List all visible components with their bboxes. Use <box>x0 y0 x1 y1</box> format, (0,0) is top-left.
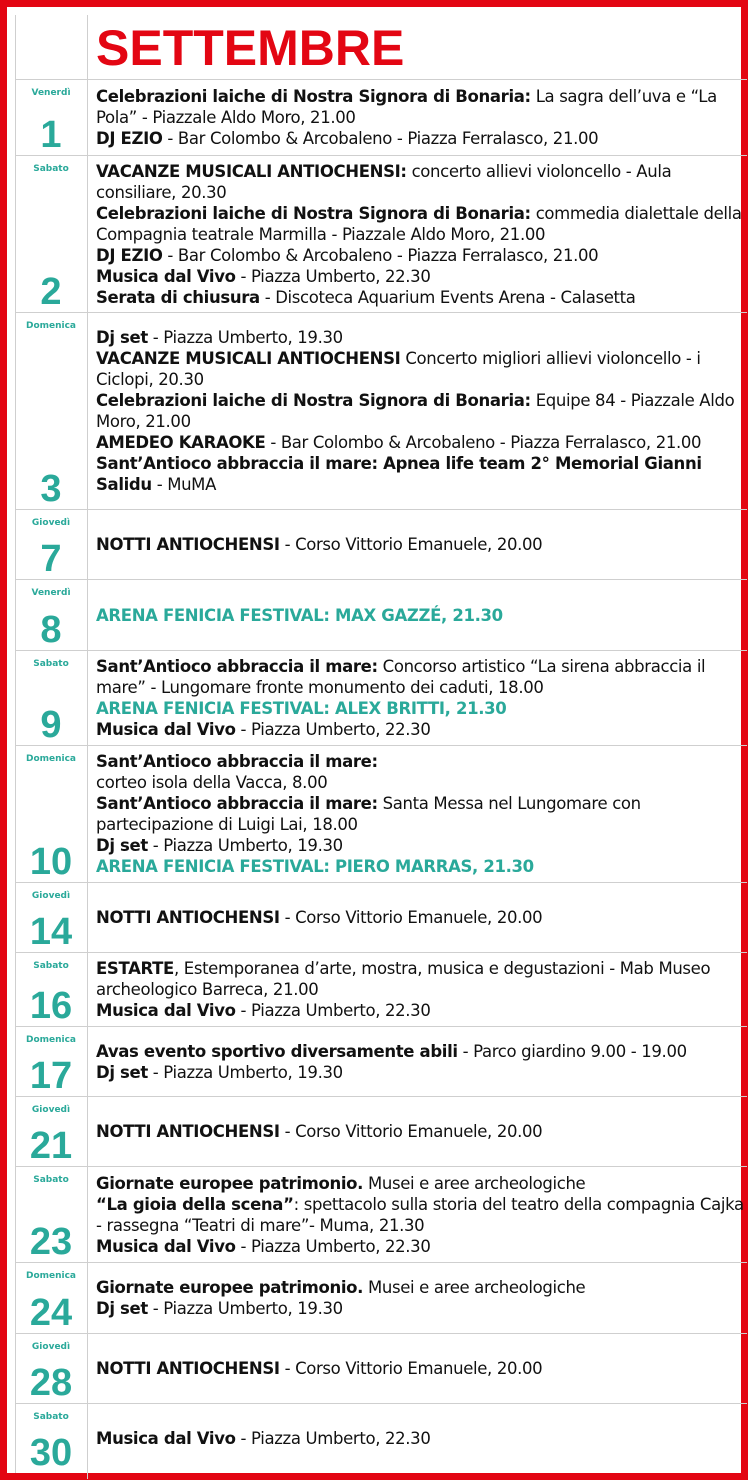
events-cell <box>88 1027 747 1096</box>
event-details: - Bar Colombo & Arcobaleno - Piazza Ferralasco, 21.00 <box>265 433 702 452</box>
date-cell <box>16 510 88 579</box>
event-line <box>96 1062 747 1083</box>
event-title: VACANZE MUSICALI ANTIOCHENSI <box>96 349 401 368</box>
event-details: - Piazza Umberto, 22.30 <box>235 266 431 286</box>
event-details: - Piazza Umberto, 22.30 <box>235 1236 431 1256</box>
header-row <box>16 15 747 79</box>
event-title: Dj set <box>96 836 148 855</box>
event-line <box>96 390 747 432</box>
day-number: 14 <box>29 911 73 953</box>
day-row <box>16 79 747 155</box>
event-title: ESTARTE <box>96 959 174 978</box>
day-number: 10 <box>29 841 73 883</box>
event-title: Dj set <box>96 1299 148 1318</box>
events-cell <box>88 883 747 952</box>
weekday-label: Giovedì <box>31 1342 71 1352</box>
event-line <box>96 1000 747 1021</box>
event-line <box>96 348 747 390</box>
event-line <box>96 266 747 287</box>
day-number: 28 <box>29 1362 73 1404</box>
event-line <box>96 719 747 740</box>
event-details: Musei e aree archeologiche <box>363 1278 586 1297</box>
event-title: Sant’Antioco abbraccia il mare: <box>96 794 378 813</box>
day-row <box>16 579 747 650</box>
day-row <box>16 882 747 952</box>
event-line <box>96 534 747 555</box>
event-title: Musica dal Vivo <box>96 720 236 739</box>
weekday-label: Giovedì <box>31 891 71 901</box>
date-cell <box>16 580 88 650</box>
events-cell <box>88 1097 747 1166</box>
event-details: - Corso Vittorio Emanuele, 20.00 <box>279 1359 543 1378</box>
date-cell <box>16 1027 88 1096</box>
event-line <box>96 327 747 348</box>
event-title: “La gioia della scena” <box>96 1194 294 1214</box>
event-details: Concerto migliori allievi violoncello - i Ciclopi, 20.30 <box>96 349 701 389</box>
event-line <box>96 128 747 149</box>
event-line <box>96 287 747 308</box>
event-line <box>96 1194 747 1236</box>
event-title: NOTTI ANTIOCHENSI <box>96 1122 280 1141</box>
event-title: Giornate europee patrimonio. <box>96 1173 364 1193</box>
day-number: 16 <box>29 985 73 1027</box>
event-line <box>96 793 747 835</box>
day-row <box>16 1333 747 1403</box>
date-cell <box>16 1167 88 1262</box>
date-cell <box>16 1263 88 1333</box>
event-line: ARENA FENICIA FESTIVAL: MAX GAZZÉ, 21.30 <box>96 605 503 625</box>
day-number: 23 <box>29 1221 73 1263</box>
event-details: Concorso artistico “La sirena abbraccia il mare” - Lungomare fronte monumento dei caduti, 18.00 <box>96 657 706 697</box>
weekday-label: Sabato <box>33 1412 69 1422</box>
event-line: ARENA FENICIA FESTIVAL: ALEX BRITTI, 21.30 <box>96 699 507 718</box>
event-details: - MuMA <box>151 475 217 494</box>
event-details: - Bar Colombo & Arcobaleno - Piazza Ferralasco, 21.00 <box>162 129 599 148</box>
day-row <box>16 952 747 1026</box>
event-details: commedia dialettale della Compagnia teatrale Marmilla - Piazzale Aldo Moro, 21.00 <box>96 203 742 244</box>
event-line <box>96 1173 747 1194</box>
event-line <box>96 772 747 793</box>
event-line: ARENA FENICIA FESTIVAL: PIERO MARRAS, 21.30 <box>96 857 534 876</box>
event-title: Sant’Antioco abbraccia il mare: <box>96 657 378 676</box>
date-cell <box>16 883 88 952</box>
event-line <box>96 245 747 266</box>
date-cell <box>16 1097 88 1166</box>
event-line <box>96 1358 747 1379</box>
event-title: NOTTI ANTIOCHENSI <box>96 1359 280 1378</box>
events-cell <box>88 1334 747 1403</box>
weekday-label: Domenica <box>25 321 77 331</box>
event-title: VACANZE MUSICALI ANTIOCHENSI: <box>96 161 407 181</box>
event-details: concerto allievi violoncello - Aula consiliare, 20.30 <box>96 161 672 202</box>
event-details: - Piazza Umberto, 22.30 <box>235 720 431 739</box>
weekday-label: Sabato <box>33 659 69 669</box>
event-line <box>96 161 747 203</box>
events-cell <box>88 80 747 155</box>
event-title: Dj set <box>96 328 148 347</box>
day-number: 1 <box>40 114 62 156</box>
event-line <box>96 203 747 245</box>
day-row <box>16 1096 747 1166</box>
event-line <box>96 1298 747 1319</box>
events-cell <box>88 1167 747 1262</box>
event-details: - Parco giardino 9.00 - 19.00 <box>457 1041 687 1061</box>
event-details: - Piazza Umberto, 19.30 <box>147 836 343 855</box>
event-line <box>96 907 747 928</box>
event-title: Serata di chiusura <box>96 287 260 307</box>
event-line <box>96 751 747 772</box>
weekday-label: Giovedì <box>31 1105 71 1115</box>
event-line <box>96 1277 747 1298</box>
events-cell <box>88 746 747 882</box>
events-cell <box>88 953 747 1026</box>
event-details: - Piazza Umberto, 19.30 <box>147 1299 343 1318</box>
event-title: Giornate europee patrimonio. <box>96 1278 364 1297</box>
event-line <box>96 1428 747 1449</box>
date-cell <box>16 1404 88 1473</box>
event-details: Santa Messa nel Lungomare con partecipazione di Luigi Lai, 18.00 <box>96 794 641 834</box>
event-title: Musica dal Vivo <box>96 1429 236 1448</box>
event-details: corteo isola della Vacca, 8.00 <box>96 773 328 792</box>
event-title: Celebrazioni laiche di Nostra Signora di Bonaria: <box>96 87 531 106</box>
events-cell <box>88 313 747 509</box>
weekday-label: Sabato <box>33 1175 69 1185</box>
event-title: NOTTI ANTIOCHENSI <box>96 535 280 554</box>
weekday-label: Giovedì <box>31 518 71 528</box>
events-cell <box>88 651 747 745</box>
weekday-label: Domenica <box>25 1271 77 1281</box>
month-title: SETTEMBRE <box>96 20 405 76</box>
event-title: Celebrazioni laiche di Nostra Signora di Bonaria: <box>96 203 531 223</box>
event-details: , Estemporanea d’arte, mostra, musica e degustazioni - Mab Museo archeologico Barreca, 21.00 <box>96 959 711 999</box>
event-title: Celebrazioni laiche di Nostra Signora di Bonaria: <box>96 391 531 410</box>
day-row <box>16 155 747 312</box>
date-cell <box>16 80 88 155</box>
event-line <box>96 656 747 698</box>
event-title: AMEDEO KARAOKE <box>96 433 266 452</box>
event-line <box>96 835 747 856</box>
day-number: 24 <box>29 1292 73 1334</box>
event-line <box>96 958 747 1000</box>
event-details: - Corso Vittorio Emanuele, 20.00 <box>279 908 543 927</box>
day-row <box>16 745 747 882</box>
day-number: 30 <box>29 1432 73 1474</box>
day-row <box>16 312 747 509</box>
event-details: - Piazza Umberto, 19.30 <box>147 328 343 347</box>
weekday-label: Venerdì <box>31 588 71 598</box>
day-number: 3 <box>40 468 62 510</box>
weekday-label: Domenica <box>25 754 77 764</box>
event-line <box>96 432 747 453</box>
events-cell <box>88 1404 747 1473</box>
day-row <box>16 509 747 579</box>
event-details: - Discoteca Aquarium Events Arena - Calasetta <box>259 287 636 307</box>
event-details: - Corso Vittorio Emanuele, 20.00 <box>279 1122 543 1141</box>
day-row <box>16 650 747 745</box>
event-title: NOTTI ANTIOCHENSI <box>96 908 280 927</box>
day-number: 9 <box>40 704 62 746</box>
events-cell <box>88 580 747 650</box>
weekday-label: Sabato <box>33 961 69 971</box>
day-row <box>16 1026 747 1096</box>
event-details: - Piazza Umberto, 22.30 <box>235 1429 431 1448</box>
date-cell <box>16 746 88 882</box>
event-details: - Piazza Umberto, 19.30 <box>147 1062 343 1082</box>
event-title: Musica dal Vivo <box>96 1236 236 1256</box>
date-cell <box>16 1334 88 1403</box>
event-details: - Corso Vittorio Emanuele, 20.00 <box>279 535 543 554</box>
weekday-label: Sabato <box>33 164 69 174</box>
event-line <box>96 453 747 495</box>
calendar-grid <box>15 15 747 1473</box>
event-line <box>96 1041 747 1062</box>
weekday-label: Domenica <box>25 1035 77 1045</box>
event-details: La sagra dell’uva e “La Pola” - Piazzale Aldo Moro, 21.00 <box>96 87 717 127</box>
event-details: - Bar Colombo & Arcobaleno - Piazza Ferralasco, 21.00 <box>162 245 599 265</box>
event-line <box>96 1236 747 1257</box>
events-cell <box>88 156 747 312</box>
event-title: Sant’Antioco abbraccia il mare: Apnea life team 2° Memorial Gianni Salidu <box>96 454 702 494</box>
event-title: Avas evento sportivo diversamente abili <box>96 1041 458 1061</box>
event-title: Musica dal Vivo <box>96 1001 236 1020</box>
event-details: Equipe 84 - Piazzale Aldo Moro, 21.00 <box>96 391 735 431</box>
events-cell <box>88 510 747 579</box>
event-title: Sant’Antioco abbraccia il mare: <box>96 752 378 771</box>
date-cell <box>16 313 88 509</box>
weekday-label: Venerdì <box>31 88 71 98</box>
events-cell <box>88 1263 747 1333</box>
day-row <box>16 1166 747 1262</box>
date-cell <box>16 156 88 312</box>
day-number: 2 <box>40 271 62 313</box>
event-details: : spettacolo sulla storia del teatro della compagnia Cajka - rassegna “Teatri di mare”- Muma, 21.30 <box>96 1194 744 1235</box>
event-details: Musei e aree archeologiche <box>363 1173 586 1193</box>
event-line <box>96 86 747 128</box>
date-cell <box>16 651 88 745</box>
event-line <box>96 1121 747 1142</box>
event-title: DJ EZIO <box>96 129 163 148</box>
day-number: 17 <box>29 1055 73 1097</box>
event-title: DJ EZIO <box>96 245 163 265</box>
day-row <box>16 1403 747 1473</box>
event-title: Dj set <box>96 1062 148 1082</box>
day-number: 8 <box>40 609 62 651</box>
day-number: 21 <box>29 1125 73 1167</box>
day-number: 7 <box>40 538 62 580</box>
event-title: Musica dal Vivo <box>96 266 236 286</box>
day-row <box>16 1262 747 1333</box>
event-details: - Piazza Umberto, 22.30 <box>235 1001 431 1020</box>
date-cell <box>16 953 88 1026</box>
